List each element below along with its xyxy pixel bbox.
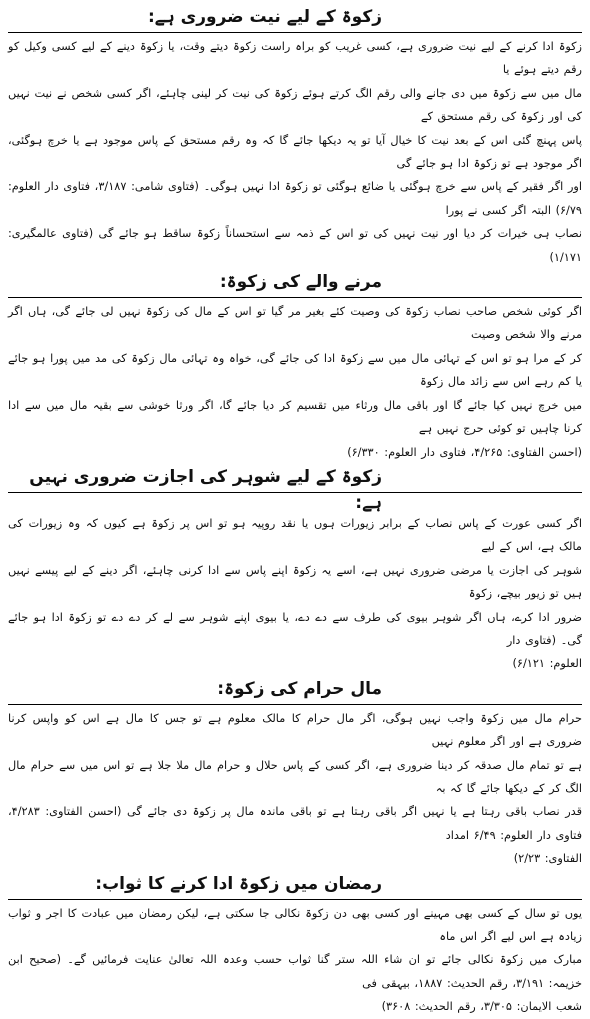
- section-haram-wealth: [8, 676, 582, 871]
- section-husband-permission: [8, 464, 582, 676]
- text-line: شعب الایمان: ۳/۳۰۵، رقم الحدیث: ۳۶۰۸): [381, 1000, 582, 1014]
- text-line: قدر نصاب باقی رہتا ہے یا نہیں اگر باقی رہتا ہے تو باقی ماندہ مال پر زکوۃ دی جائے گی (احسن الفتاوی: ۴/۲۸۳، فتاوی دار العلوم: ۶/۴۹ امداد: [8, 805, 582, 842]
- text-line: (احسن الفتاوی: ۴/۲۶۵، فتاوی دار العلوم: ۶/۳۳۰): [347, 445, 582, 459]
- text-line: میں خرچ نہیں کیا جائے گا اور باقی مال ورثاء میں تقسیم کر دیا جائے گا، اگر ورثا خوشی سے بقیہ مال میں سے ادا کرنا چاہیں تو کوئی حرج نہیں ہے: [8, 398, 582, 436]
- text-line: العلوم: ۶/۱۲۱): [512, 657, 582, 671]
- section-body: [8, 902, 582, 1019]
- section-heading: زکوۃ کے لیے نیت ضروری ہے:: [8, 4, 582, 33]
- text-line: کر کے مرا ہو تو اس کے تہائی مال میں سے زکوۃ ادا کی جائے گی، خواہ وہ تہائی مال زکوۃ کی مد میں پورا ہو جائے یا کم رہے اس سے زائد مال زکوۃ: [8, 351, 582, 389]
- text-line: الفتاوی: ۲/۲۳): [513, 852, 582, 866]
- section-body: [8, 35, 582, 269]
- text-line: حرام مال میں زکوۃ واجب نہیں ہوگی، اگر مال حرام کا مالک معلوم ہے تو جس کا مال ہے اس کو واپس کرنا ضروری ہے اور اگر معلوم نہیں: [8, 711, 582, 749]
- text-line: شوہر کی اجازت یا مرضی ضروری نہیں ہے، اسے یہ زکوۃ اپنے پاس سے ادا کرنی چاہئے، اگر دینے کے لیے پیسے نہیں ہیں تو زیور بیچے، زکوۃ: [8, 563, 582, 601]
- text-line: اگر کوئی شخص صاحب نصاب زکوۃ کی وصیت کئے بغیر مر گیا تو اس کے مال کی زکوۃ نہیں لی جائے گی، ہاں اگر مرنے والا شخص وصیت: [8, 305, 582, 342]
- text-line: نصاب ہی خیرات کر دیا اور نیت نہیں کی تو اس کے ذمہ سے استحساناً زکوۃ ساقط ہو جائے گی (فتاوی عالمگیری: ۱/۱۷۱): [8, 227, 582, 264]
- text-line: مال میں سے زکوۃ میں دی جانے والی رقم الگ کرتے ہوئے زکوۃ کی نیت کر لینی چاہئے، اگر کسی شخص نے نیت نہیں کی اور زکوۃ کی رقم مستحق کے: [8, 86, 582, 124]
- text-line: ہے تو تمام مال صدقہ کر دینا ضروری ہے، اگر کسی کے پاس حلال و حرام مال ملا جلا ہے تو اس میں سے حرام مال الگ کر کے دیکھا جائے گا کہ بہ: [8, 758, 582, 795]
- text-line: پاس پہنچ گئی اس کے بعد نیت کا خیال آیا تو یہ دیکھا جائے گا کہ وہ رقم مستحق کے پاس موجود ہے یا خرچ ہوگئی، اگر موجود ہے تو زکوۃ ادا ہو جائے گی: [8, 133, 582, 171]
- section-intention: [8, 4, 582, 269]
- text-line: ضرور ادا کرے، ہاں اگر شوہر بیوی کی طرف سے دے دے، یا بیوی اپنے شوہر سے لے کر دے دے تو زکوۃ ادا ہو جائے گی۔ (فتاوی دار: [8, 610, 582, 647]
- section-deceased: [8, 269, 582, 464]
- text-line: مبارک میں زکوۃ نکالی جائے تو ان شاء اللہ ستر گنا ثواب حسب وعدہ اللہ تعالیٰ عنایت فرمائیں گے۔ (صحیح ابن خزیمہ: ۳/۱۹۱، رقم الحدیث: ۱۸۸۷، بیہقی فی: [8, 953, 582, 990]
- section-ramadan-reward: [8, 871, 582, 1019]
- section-body: [8, 707, 582, 871]
- text-line: اور اگر فقیر کے پاس سے خرچ ہوگئی یا ضائع ہوگئی تو زکوۃ ادا نہیں ہوگی۔ (فتاوی شامی: ۳/۱۸۷، فتاوی دار العلوم: ۶/۷۹) البتہ اگر کسی نے پورا: [8, 180, 583, 217]
- section-heading: مرنے والے کی زکوۃ:: [8, 269, 582, 298]
- section-heading: زکوۃ کے لیے شوہر کی اجازت ضروری نہیں ہے:: [8, 464, 582, 493]
- text-line: زکوۃ ادا کرنے کے لیے نیت ضروری ہے، کسی غریب کو براہ راست زکوۃ دیتے وقت، یا زکوۃ دینے کے لیے کسی وکیل کو رقم دیتے ہوئے یا: [8, 40, 582, 77]
- section-heading: رمضان میں زکوۃ ادا کرنے کا ثواب:: [8, 871, 582, 900]
- section-heading: مال حرام کی زکوۃ:: [8, 676, 582, 705]
- text-line: یوں تو سال کے کسی بھی مہینے اور کسی بھی دن زکوۃ نکالی جا سکتی ہے، لیکن رمضان میں عبادت کا اجر و ثواب زیادہ ہے اس لیے اگر اس ماہ: [8, 906, 582, 943]
- section-body: [8, 512, 582, 676]
- text-line: اگر کسی عورت کے پاس نصاب کے برابر زیورات ہوں یا نقد روپیہ ہو تو اس پر زکوۃ ہے کیوں کہ وہ زیورات کی مالک ہے، اس کے لیے: [8, 516, 582, 554]
- section-body: [8, 300, 582, 464]
